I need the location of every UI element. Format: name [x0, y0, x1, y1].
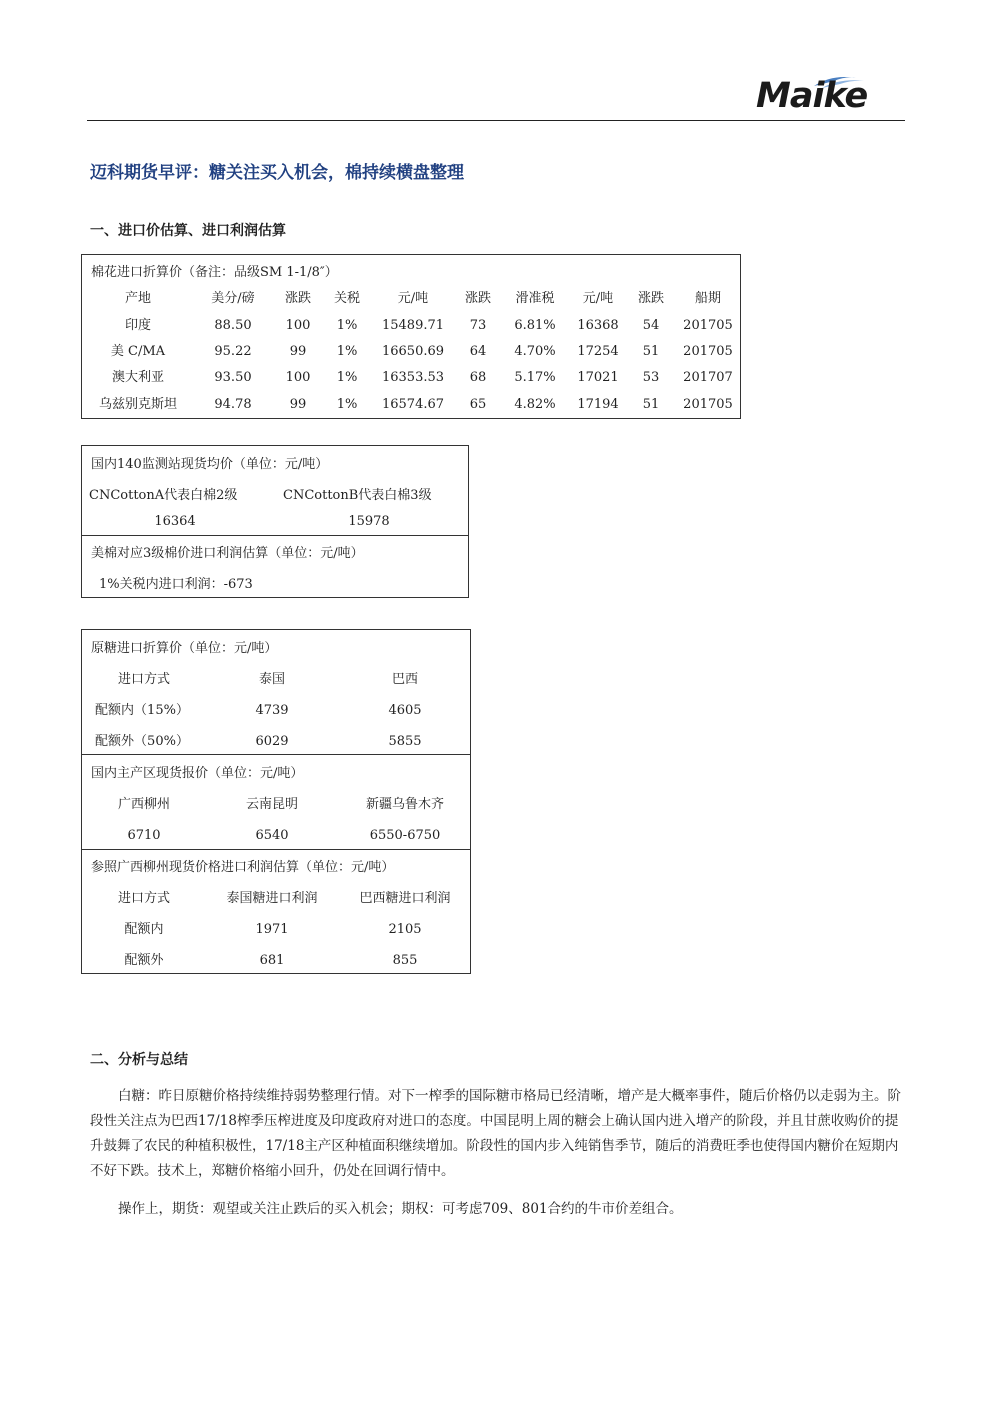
table-cell: 印度 — [124, 318, 152, 333]
cncotton-b-label: CNCottonB代表白棉3级 — [283, 488, 432, 503]
table-header-cell: 进口方式 — [117, 891, 171, 906]
table-header-cell: 美分/磅 — [211, 291, 255, 306]
table-cell: 1% — [336, 370, 358, 385]
table-header-cell: 滑准税 — [515, 291, 555, 306]
cncotton-a-label: CNCottonA代表白棉2级 — [89, 488, 238, 503]
table-header-cell: 元/吨 — [397, 291, 429, 306]
table-cell: 201705 — [683, 397, 733, 412]
table-cell: 配额外（50%） — [95, 734, 189, 749]
table-cell: 17021 — [577, 370, 619, 385]
table-cell: 2105 — [388, 922, 422, 937]
table-divider — [82, 535, 468, 536]
table-cell: 99 — [289, 397, 307, 412]
table-header-cell: 关税 — [333, 291, 361, 306]
table-cell: 100 — [285, 370, 311, 385]
table-divider — [82, 754, 470, 755]
sugar-profit-title: 参照广西柳州现货价格进口利润估算（单位：元/吨） — [91, 860, 395, 875]
table-header-cell: 巴西 — [391, 672, 419, 687]
table-cell: 1971 — [255, 922, 289, 937]
table-cell: 201707 — [683, 370, 733, 385]
table-cell: 4.70% — [514, 344, 556, 359]
cncotton-b-value: 15978 — [348, 514, 390, 529]
table-cell: 93.50 — [214, 370, 252, 385]
table-header-cell: 巴西糖进口利润 — [359, 891, 451, 906]
table-cell: 16353.53 — [381, 370, 445, 385]
cotton-domestic-title: 国内140监测站现货均价（单位：元/吨） — [91, 457, 329, 472]
table-header-cell: 云南昆明 — [245, 797, 299, 812]
table-header-cell: 元/吨 — [582, 291, 614, 306]
table-cell: 美 C/MA — [110, 344, 166, 359]
table-cell: 17194 — [577, 397, 619, 412]
cotton-domestic-table — [81, 445, 469, 598]
table-cell: 6550-6750 — [369, 828, 441, 843]
table-cell: 73 — [469, 318, 487, 333]
table-cell: 6710 — [127, 828, 161, 843]
table-cell: 88.50 — [214, 318, 252, 333]
table-header-cell: 泰国 — [258, 672, 286, 687]
table-cell: 99 — [289, 344, 307, 359]
table-header-cell: 涨跌 — [637, 291, 665, 306]
analysis-paragraph-sugar: 白糖：昨日原糖价格持续维持弱势整理行情。对下一榨季的国际糖市格局已经清晰，增产是大概率事件，随后价格仍以走弱为主。阶段性关注点为巴西17/18榨季压榨进度及印度政府对进口的态度。中国昆明上周的糖会上确认国内进入增产的阶段，并且甘蔗收购价的提升鼓舞了农民的种植积极性，17/18主产区种植面积继续增加。阶段性的国内步入纯销售季节，随后的消费旺季也使得国内糖价在短期内不好下跌。技术上，郑糖价格缩小回升，仍处在回调行情中。 — [90, 1088, 901, 1179]
table-cell: 配额内（15%） — [95, 703, 189, 718]
page-title: 迈科期货早评：糖关注买入机会，棉持续横盘整理 — [90, 163, 464, 183]
table-header-cell: 泰国糖进口利润 — [226, 891, 318, 906]
table-cell: 配额内 — [124, 922, 164, 937]
table-cell: 64 — [469, 344, 487, 359]
table-cell: 100 — [285, 318, 311, 333]
table-cell: 1% — [336, 318, 358, 333]
table-cell: 16368 — [577, 318, 619, 333]
table-header-cell: 船期 — [694, 291, 722, 306]
table-cell: 4.82% — [514, 397, 556, 412]
table-header-cell: 产地 — [124, 291, 152, 306]
table-cell: 53 — [642, 370, 660, 385]
table-cell: 16650.69 — [381, 344, 445, 359]
table-cell: 6029 — [255, 734, 289, 749]
table-cell: 54 — [642, 318, 660, 333]
cotton-import-table — [81, 254, 741, 419]
cncotton-a-value: 16364 — [154, 514, 196, 529]
table-cell: 6540 — [255, 828, 289, 843]
table-cell: 6.81% — [514, 318, 556, 333]
table-header-cell: 广西柳州 — [117, 797, 171, 812]
table-header-cell: 涨跌 — [284, 291, 312, 306]
table-cell: 95.22 — [214, 344, 252, 359]
table-cell: 51 — [642, 344, 660, 359]
cotton-profit-title: 美棉对应3级棉价进口利润估算（单位：元/吨） — [91, 546, 364, 561]
sugar-import-title: 原糖进口折算价（单位：元/吨） — [91, 641, 278, 656]
table-cell: 201705 — [683, 344, 733, 359]
table-cell: 15489.71 — [381, 318, 445, 333]
table-header-cell: 新疆乌鲁木齐 — [365, 797, 445, 812]
logo-text: Maike — [756, 76, 868, 116]
table-cell: 澳大利亚 — [111, 370, 165, 385]
table-cell: 1% — [336, 397, 358, 412]
header-rule — [87, 120, 905, 121]
table-cell: 201705 — [683, 318, 733, 333]
table-cell: 乌兹别克斯坦 — [98, 397, 178, 412]
table-cell: 4739 — [255, 703, 289, 718]
table-cell: 17254 — [577, 344, 619, 359]
table-cell: 855 — [392, 953, 418, 968]
table-cell: 94.78 — [214, 397, 252, 412]
table-cell: 16574.67 — [381, 397, 445, 412]
table-cell: 5855 — [388, 734, 422, 749]
table-header-cell: 进口方式 — [117, 672, 171, 687]
table-cell: 51 — [642, 397, 660, 412]
table-cell: 配额外 — [124, 953, 164, 968]
maike-logo — [756, 72, 890, 116]
cotton-profit-text: 1%关税内进口利润：-673 — [99, 577, 253, 592]
table-cell: 5.17% — [514, 370, 556, 385]
table-cell: 4605 — [388, 703, 422, 718]
table-cell: 65 — [469, 397, 487, 412]
table-cell: 1% — [336, 344, 358, 359]
table-cell: 681 — [259, 953, 285, 968]
section1-heading: 一、进口价估算、进口利润估算 — [90, 223, 286, 239]
sugar-table — [81, 629, 471, 974]
analysis-paragraph-operation: 操作上，期货：观望或关注止跌后的买入机会；期权：可考虑709、801合约的牛市价差组合。 — [118, 1201, 683, 1217]
sugar-spot-title: 国内主产区现货报价（单位：元/吨） — [91, 766, 304, 781]
cotton-import-title: 棉花进口折算价（备注：品级SM 1-1/8″） — [91, 265, 338, 280]
section2-heading: 二、分析与总结 — [90, 1052, 188, 1068]
table-divider — [82, 849, 470, 850]
table-header-cell: 涨跌 — [464, 291, 492, 306]
table-cell: 68 — [469, 370, 487, 385]
